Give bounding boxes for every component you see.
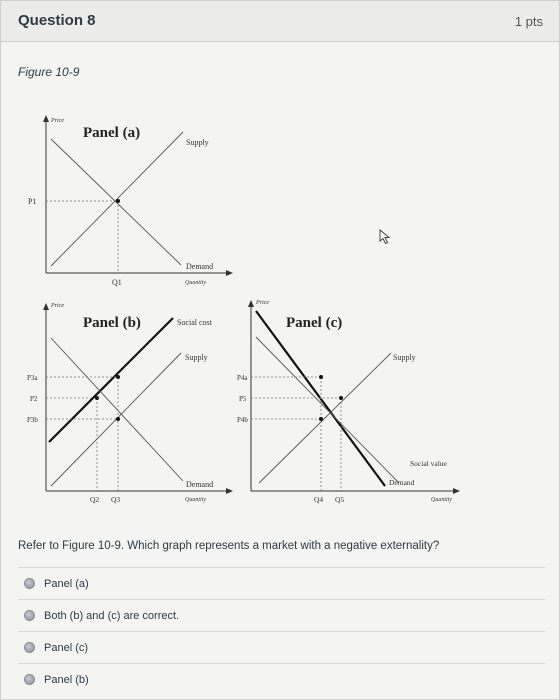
panel-a-graph xyxy=(28,115,233,287)
panel-b-social-cost-label: Social cost xyxy=(177,318,212,327)
panel-a-title: Panel (a) xyxy=(83,125,141,141)
radio-button[interactable] xyxy=(24,610,35,621)
answer-option-panel-c[interactable] xyxy=(18,631,545,663)
figure-graphs xyxy=(1,1,560,531)
panel-b-y-arrow xyxy=(43,303,49,310)
panel-c-supply-curve xyxy=(259,353,391,483)
question-points: 1 pts xyxy=(514,14,543,29)
radio-button[interactable] xyxy=(24,642,35,653)
panel-c-title: Panel (c) xyxy=(286,315,343,331)
answer-label: Panel (a) xyxy=(44,577,89,590)
panel-a-p1-label: P1 xyxy=(28,197,37,206)
panel-c-x-axis-label: Quantity xyxy=(431,497,452,503)
panel-c-point-private xyxy=(319,375,323,379)
panel-c-y-arrow xyxy=(248,300,254,307)
question-prompt: Refer to Figure 10-9. Which graph represents a market with a negative externality? xyxy=(18,540,440,552)
panel-a-y-axis-label: Price xyxy=(51,118,64,124)
panel-b-point-optimum xyxy=(95,396,99,400)
panel-a-x-arrow xyxy=(226,270,233,276)
pointer-arrow-icon xyxy=(379,229,393,245)
panel-b-p3b-label: P3b xyxy=(27,416,38,424)
answer-label: Both (b) and (c) are correct. xyxy=(44,609,180,622)
panel-b-x-arrow xyxy=(226,488,233,494)
panel-c-y-axis-label: Price xyxy=(256,300,269,306)
panel-c-point-optimum xyxy=(339,396,343,400)
answer-option-panel-a[interactable] xyxy=(18,567,545,599)
panel-b-q3-label: Q3 xyxy=(111,495,121,504)
panel-c-social-value-curve xyxy=(256,311,385,486)
answer-option-panel-b[interactable] xyxy=(18,663,545,695)
panel-b-point-market xyxy=(116,417,120,421)
panel-a-y-arrow xyxy=(43,115,49,122)
panel-c-demand-label: Demand xyxy=(389,478,415,487)
radio-button[interactable] xyxy=(24,674,35,685)
panel-a-x-axis-label: Quantity xyxy=(185,280,206,286)
panel-b-supply-label: Supply xyxy=(185,353,208,362)
panel-a-supply-curve xyxy=(51,132,183,266)
panel-b-p3a-label: P3a xyxy=(27,374,38,382)
panel-c-point-market xyxy=(319,417,323,421)
panel-c-demand-curve xyxy=(256,337,399,483)
panel-c-x-arrow xyxy=(453,488,460,494)
panel-c-q4-label: Q4 xyxy=(314,495,324,504)
answer-label: Panel (c) xyxy=(44,641,89,654)
answer-list xyxy=(18,567,545,695)
panel-b-y-axis-label: Price xyxy=(51,303,64,309)
panel-b-demand-label: Demand xyxy=(186,480,214,489)
panel-c-supply-label: Supply xyxy=(393,353,416,362)
panel-a-q1-label: Q1 xyxy=(112,278,122,287)
question-title: Question 8 xyxy=(18,12,96,29)
panel-b-demand-curve xyxy=(51,338,183,481)
panel-c-p4a-label: P4a xyxy=(237,374,248,382)
panel-c-q5-label: Q5 xyxy=(335,495,345,504)
panel-c-p5-label: P5 xyxy=(239,395,247,403)
panel-a-equilibrium-point xyxy=(116,199,120,203)
panel-c-graph xyxy=(237,300,460,504)
panel-c-p4b-label: P4b xyxy=(237,416,248,424)
panel-b-x-axis-label: Quantity xyxy=(185,497,206,503)
answer-label: Panel (b) xyxy=(44,673,89,686)
answer-option-both-b-c[interactable] xyxy=(18,599,545,631)
radio-button[interactable] xyxy=(24,578,35,589)
panel-a-supply-label: Supply xyxy=(186,138,209,147)
panel-b-graph xyxy=(27,303,233,504)
panel-b-title: Panel (b) xyxy=(83,315,141,331)
panel-a-demand-label: Demand xyxy=(186,262,214,271)
panel-b-q2-label: Q2 xyxy=(90,495,100,504)
panel-b-p2-label: P2 xyxy=(30,395,38,403)
figure-label: Figure 10-9 xyxy=(18,65,80,79)
panel-c-social-value-label: Social value xyxy=(410,459,447,468)
panel-b-point-social xyxy=(116,375,120,379)
